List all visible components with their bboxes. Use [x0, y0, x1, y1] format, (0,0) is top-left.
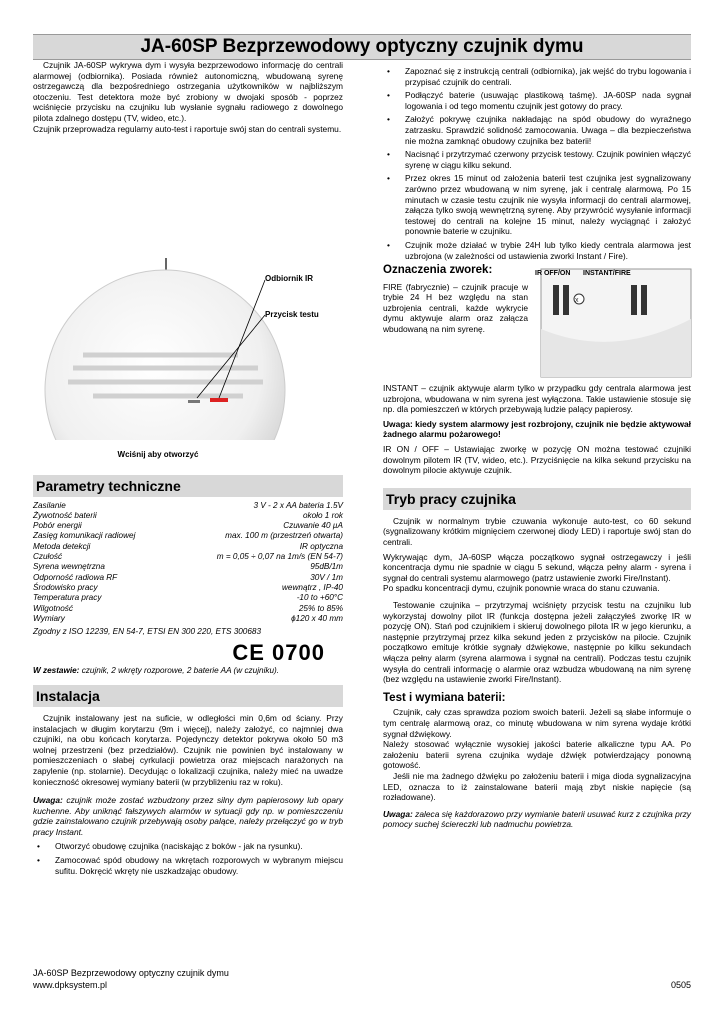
footer-website: www.dpksystem.pl: [33, 980, 108, 990]
svg-text:x: x: [575, 297, 579, 305]
install-step: • Otworzyć obudowę czujnika (naciskając z boków - jak na rysunku).: [55, 841, 343, 852]
install-heading: Instalacja: [33, 685, 343, 707]
mode-test-paragraph: Testowanie czujnika – przytrzymaj wciśnięty przycisk testu na czujniku lub wykorzystaj dowolny pilot IR (funkcja dostępna jeżeli załączyłeś zworkę IR w pozycję ON). Stań pod czujnikiem i skieruj dowolnego pilota IR w jego kierunku, a następnie przytrzymaj przez kilka sekund jeden z przycisków na pilocie. Czujnik początkowo emituje krótkie sygnały dźwiękowe, następnie po kilku sekundach włącza pełny alarm (syrena alarmowa i sygnał na centrali). Podczas testu czujnik wysyła do centrali informację o alarmie oraz wzbudza wbudowaną na nim syrenę (bez względu na ustawienie zworki Fire/Instant).: [383, 600, 691, 685]
params-row: Wymiary ϕ120 x 40 mm: [33, 613, 343, 623]
detector-illustration: [33, 140, 343, 440]
install-step: • Podłączyć baterie (usuwając plastikową taśmę). JA-60SP nada sygnał logowania i od tego momentu czujnik jest gotowy do pracy.: [405, 90, 691, 111]
label-ir-off-on: IR OFF/ON: [535, 270, 571, 278]
params-row: Temperatura pracy -10 to +60°C: [33, 593, 343, 603]
params-row: Wilgotność 25% to 85%: [33, 603, 343, 613]
mode-paragraph: Czujnik w normalnym trybie czuwania wykonuje auto-test, co 60 sekund (sygnalizowany krótkim mignięciem czerwonej diody LED) i raportuje swój stan do centrali.: [383, 515, 691, 548]
title-bar: [33, 34, 691, 60]
jumper-instant-text: INSTANT – czujnik aktywuje alarm tylko w przypadku gdy centrala alarmowa jest uzbrojona, wbudowana w nim syrena jest wyłączona. Takie ustawienie stosuje się np. dla pomieszczeń w których przebywają ludzie palący papierosy.: [383, 383, 691, 415]
mode-heading: Tryb pracy czujnika: [383, 488, 691, 510]
install-step: • Czujnik może działać w trybie 24H lub tylko kiedy centrala alarmowa jest uzbrojona (w zależności od ustawienia zworki Instant / Fire).: [405, 240, 691, 261]
intro-paragraph: Czujnik JA-60SP wykrywa dym i wysyła bezprzewodowo informację do centrali alarmowej (odbiornika). Posiada również autonomiczną, wbudowaną syrenę ostrzegawczą dla bezpośredniego ostrzegania użytkowników w najbliższym otoczeniu. Test detektora może być zrobiony w dwojaki sposób - poprzez wciśnięcie przycisku na czujniku lub wysłanie sygnału radiowego z dowolnego pilota zdalnego dostępu (TV, wideo, etc.).: [33, 60, 343, 123]
params-row: Pobór energii Czuwanie 40 µA: [33, 521, 343, 531]
left-column: [33, 60, 343, 440]
mode-paragraph: Po spadku koncentracji dymu, czujnik ponownie wraca do stanu czuwania.: [383, 583, 660, 594]
install-step: • Zamocować spód obudowy na wkrętach rozporowych w wybranym miejscu sufitu. Dokręcić wkręty nie uszkadzając obudowy.: [55, 855, 343, 876]
ce-mark: CE 0700: [232, 639, 325, 665]
battery-paragraph: Czujnik, cały czas sprawdza poziom swoich baterii. Jeżeli są słabe informuje o tym centralę alarmową oraz, co minutę wbudowana w nim syrena wydaje krótki sygnał dźwiękowy.: [383, 707, 691, 739]
jumpers-heading: Oznaczenia zworek:: [383, 264, 493, 277]
label-instant-fire: INSTANT/FIRE: [583, 270, 631, 278]
label-test-button: Przycisk testu: [265, 310, 319, 320]
params-table: [33, 501, 343, 625]
footer-code: 0505: [670, 980, 691, 990]
left-column-lower: [33, 450, 343, 879]
footer-title: JA-60SP Bezprzewodowy optyczny czujnik dymu: [33, 968, 229, 978]
params-row: Odporność radiowa RF 30V / 1m: [33, 572, 343, 582]
params-heading: Parametry techniczne: [33, 475, 343, 497]
install-steps: [33, 841, 343, 876]
kit-contents: W zestawie: czujnik, 2 wkręty rozporowe, 2 baterie AA (w czujniku).: [33, 666, 280, 676]
install-step: • Przez okres 15 minut od założenia baterii test czujnika jest sygnalizowany zarówno przez wbudowaną w nim syrenę, jak i centralę alarmową. Po 15 minutach w czasie testu czujnik nie wysyła informacji do centrali alarmowej, załącza tylko swoją wewnętrzną syrenę. Aby przywrócić wysyłanie informacji testowej do centrali na kolejne 15 minut, należy wyciągnąć i założyć ponownie baterie w czujniku.: [405, 173, 691, 237]
install-warning: Uwaga: czujnik może zostać wzbudzony przez silny dym papierosowy lub opary kuchenne. Aby uniknąć fałszywych alarmów w sytuacji gdy np. w pomieszczeniu gdzie zainstalowano czujnik przebywają osoby palące, należy przełączyć go w tryb pracy Instant.: [33, 795, 344, 837]
install-step: • Zapoznać się z instrukcją centrali (odbiornika), jak wejść do trybu logowania i przypisać czujnik do centrali.: [405, 66, 691, 87]
params-row: Czułość m = 0,05 ÷ 0,07 na 1m/s (EN 54-7): [33, 552, 343, 562]
battery-section: [383, 693, 691, 830]
page-footer: [33, 967, 691, 991]
install-step: • Nacisnąć i przytrzymać czerwony przycisk testowy. Czujnik powinien włączyć syrenę w ciągu kilku sekund.: [405, 149, 691, 170]
battery-paragraph: Jeśli nie ma żadnego dźwięku po założeniu baterii i miga dioda sygnalizacyjna LED, oznacza to iż zainstalowane baterii mają zbyt niskie napięcie (są rozładowane).: [383, 770, 691, 803]
page-title: JA-60SP Bezprzewodowy optyczny czujnik dymu: [140, 36, 584, 57]
mode-paragraph: Wykrywając dym, JA-60SP włącza początkowo sygnał ostrzegawczy i jeśli koncentracja dymu nie spadnie w ciągu 5 sekund, włącza pełny alarm - syrena i sygnał do centrali systemu alarmowego (patrz ustawienie zworki Fire/Instant).: [383, 551, 691, 583]
label-ir-receiver: Odbiornik IR: [265, 274, 313, 284]
jumper-fire-text: FIRE (fabrycznie) – czujnik pracuje w trybie 24 H bez względu na stan uzbrojenia centrali, każde wykrycie dymu aktywuje alarm oraz załącza wbudowaną na nim syrenę.: [383, 281, 528, 335]
params-row: Zasięg komunikacji radiowej max. 100 m (przestrzeń otwarta): [33, 531, 343, 541]
detector-diagram: [33, 140, 343, 440]
battery-warning: Uwaga: zaleca się każdorazowo przy wymianie baterii usuwać kurz z czujnika przy pomocy suchej ściereczki lub nadmuchu powietrza.: [383, 808, 691, 830]
install-step: • Założyć pokrywę czujnika nakładając na spód obudowy do wyraźnego zatrzasku. Sprawdzić solidność zamocowania. Uwaga – dla bezpieczeństwa nie można zamknąć obudowy czujnika bez baterii!: [405, 114, 691, 146]
battery-heading: Test i wymiana baterii:: [383, 691, 506, 704]
params-section: [33, 475, 343, 677]
mode-section: [383, 488, 691, 685]
install-steps-continued: [383, 66, 691, 261]
params-row: Środowisko pracy wewnątrz , IP-40: [33, 582, 343, 592]
label-press-to-open: Wciśnij aby otworzyć: [117, 450, 199, 459]
norms-line: Zgodny z ISO 12239, EN 54-7, ETSI EN 300 220, ETS 300683: [33, 627, 262, 637]
jumper-ir-text: IR ON / OFF – Ustawiając zworkę w pozycję ON można testować czujniki dowolnym pilotem IR (TV, wideo, etc.). Przyciśnięcie na kilka sekund przycisku na dowolnym pilocie aktywuje czujnik.: [383, 444, 691, 476]
intro-paragraph-2: Czujnik przeprowadza regularny auto-test i raportuje swój stan do centrali systemu.: [33, 123, 342, 134]
right-column: [383, 66, 691, 830]
install-section: [33, 685, 343, 876]
params-row: Metoda detekcji IR optyczna: [33, 541, 343, 551]
params-row: Żywotność baterii około 1 rok: [33, 510, 343, 520]
jumpers-section: [383, 265, 691, 405]
params-row: Zasilanie 3 V - 2 x AA bateria 1.5V: [33, 500, 343, 510]
jumper-warning: Uwaga: kiedy system alarmowy jest rozbrojony, czujnik nie będzie aktywował żadnego alarmu pożarowego!: [383, 418, 691, 440]
params-row: Syrena wewnętrzna 95dB/1m: [33, 562, 343, 572]
install-paragraph: Czujnik instalowany jest na suficie, w odległości min 0,6m od ściany. Przy instalacjach w długim korytarzu (9m i więcej), należy założyć, co najmniej dwa czujniki, na obu końcach korytarza. Pojedynczy detektor pokrywa około 50 m3 wolnej przestrzeni (bez przedziałów). Czujnik nie powinien być instalowany w pomieszczeniach o słabej cyrkulacji powietrza oraz miejscach narażonych na zapylenie (np. stolarnie). Decydując o lokalizacji czujnika, należy mieć na uwadze konieczność okresowej wymiany baterii (w przybliżeniu raz w roku).: [33, 712, 343, 787]
battery-paragraph: Należy stosować wyłącznie wysokiej jakości baterie alkaliczne typu AA. Po założeniu baterii syrena czujnika wydaje dźwięk potwierdzający ponowną gotowość.: [383, 739, 691, 771]
